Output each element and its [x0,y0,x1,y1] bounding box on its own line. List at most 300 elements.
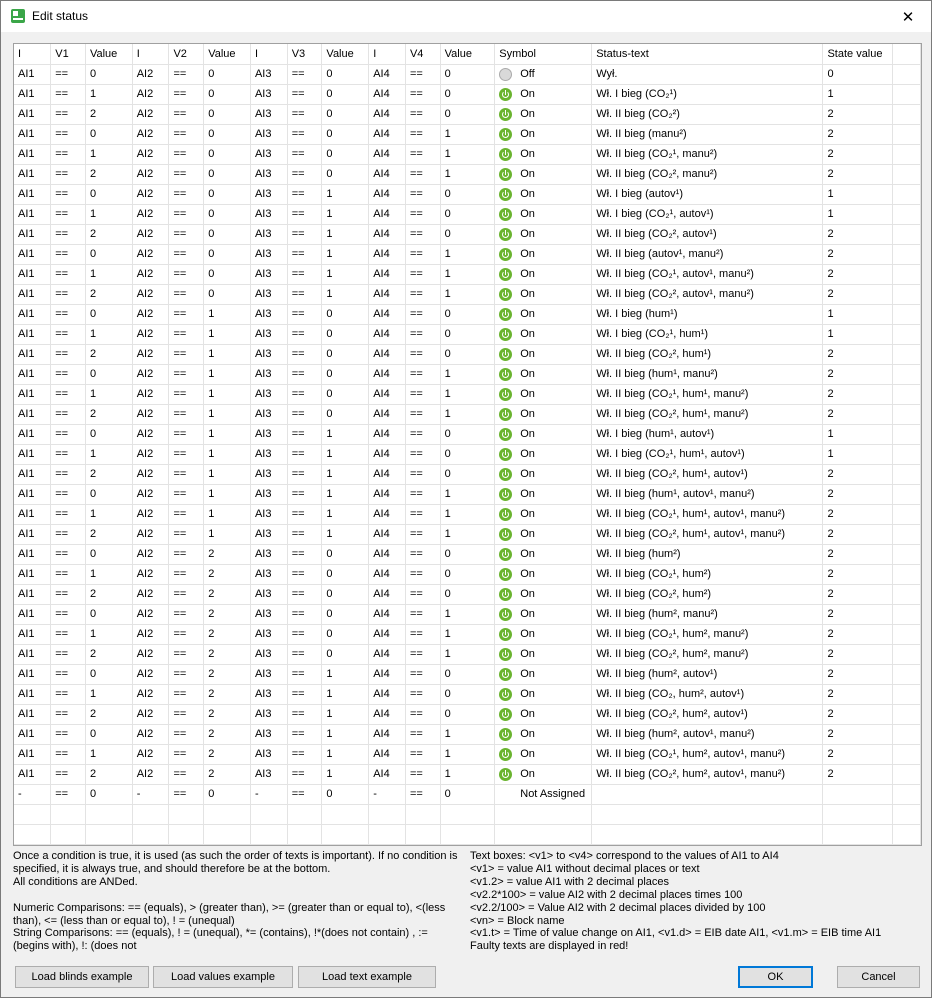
status-text-cell[interactable]: Wł. II bieg (CO₂¹, autov¹, manu²) [592,264,823,284]
empty-row[interactable] [14,804,921,824]
table-cell[interactable]: 0 [85,244,132,264]
table-cell[interactable]: 1 [322,484,369,504]
table-cell[interactable]: 0 [440,664,495,684]
table-cell[interactable]: 2 [204,704,251,724]
table-cell[interactable]: == [51,164,86,184]
table-cell[interactable]: == [169,264,204,284]
table-cell[interactable]: 1 [85,324,132,344]
status-text-cell[interactable]: Wł. II bieg (CO₂¹, hum¹, autov¹, manu²) [592,504,823,524]
table-cell[interactable]: 2 [204,724,251,744]
table-row[interactable] [14,724,921,744]
table-cell[interactable]: == [405,744,440,764]
table-cell[interactable]: == [287,244,322,264]
table-cell[interactable]: AI3 [250,544,287,564]
table-cell[interactable]: == [287,464,322,484]
table-cell[interactable]: AI4 [369,384,406,404]
table-cell[interactable]: == [405,624,440,644]
table-cell[interactable]: == [51,64,86,84]
column-header[interactable]: I [14,44,51,64]
table-cell[interactable]: 0 [440,184,495,204]
table-cell[interactable]: 1 [440,284,495,304]
table-cell[interactable]: == [51,144,86,164]
table-row[interactable] [14,124,921,144]
table-cell[interactable]: == [169,744,204,764]
empty-cell[interactable] [440,804,495,824]
table-cell[interactable]: 0 [322,404,369,424]
table-cell[interactable]: == [169,464,204,484]
state-value-cell[interactable]: 2 [823,504,893,524]
table-cell[interactable]: 1 [440,744,495,764]
table-cell[interactable]: 0 [85,484,132,504]
table-cell[interactable]: == [169,244,204,264]
table-cell[interactable]: 1 [322,664,369,684]
symbol-cell[interactable] [495,724,592,744]
status-text-cell[interactable]: Wł. II bieg (hum¹, manu²) [592,364,823,384]
table-cell[interactable]: == [405,144,440,164]
table-cell[interactable]: 2 [85,344,132,364]
table-cell[interactable]: == [405,444,440,464]
table-cell[interactable]: == [287,684,322,704]
symbol-cell[interactable] [495,464,592,484]
table-cell[interactable]: 0 [322,64,369,84]
table-cell[interactable]: AI2 [132,364,169,384]
table-cell[interactable]: 1 [440,124,495,144]
status-text-cell[interactable]: Wł. II bieg (CO₂¹, hum²) [592,564,823,584]
empty-cell[interactable] [823,824,893,844]
table-cell[interactable]: AI4 [369,664,406,684]
table-cell[interactable]: == [51,424,86,444]
state-value-cell[interactable]: 2 [823,144,893,164]
table-cell[interactable]: 0 [440,304,495,324]
table-cell[interactable]: == [405,244,440,264]
table-cell[interactable]: 0 [440,324,495,344]
table-cell[interactable]: AI1 [14,104,51,124]
table-cell[interactable]: == [51,364,86,384]
table-cell[interactable]: AI3 [250,764,287,784]
table-cell[interactable]: 0 [85,424,132,444]
table-cell[interactable]: AI4 [369,244,406,264]
table-cell[interactable]: == [287,784,322,804]
status-text-cell[interactable]: Wł. II bieg (CO₂², autov¹, manu²) [592,284,823,304]
table-cell[interactable]: 0 [440,784,495,804]
table-cell[interactable]: 1 [440,724,495,744]
status-text-cell[interactable]: Wł. II bieg (manu²) [592,124,823,144]
table-row[interactable] [14,544,921,564]
table-cell[interactable]: AI2 [132,304,169,324]
table-cell[interactable]: 1 [440,404,495,424]
table-cell[interactable]: == [405,784,440,804]
table-cell[interactable]: == [287,644,322,664]
table-cell[interactable]: AI4 [369,224,406,244]
empty-cell[interactable] [405,804,440,824]
table-cell[interactable]: 1 [322,424,369,444]
table-row[interactable] [14,164,921,184]
table-cell[interactable]: == [51,184,86,204]
table-cell[interactable]: 1 [322,704,369,724]
table-cell[interactable]: AI1 [14,444,51,464]
table-cell[interactable]: == [405,224,440,244]
table-cell[interactable]: AI1 [14,624,51,644]
table-cell[interactable]: AI2 [132,64,169,84]
symbol-cell[interactable] [495,104,592,124]
table-cell[interactable]: == [405,84,440,104]
symbol-cell[interactable] [495,244,592,264]
column-header[interactable]: I [132,44,169,64]
table-cell[interactable]: 0 [440,444,495,464]
table-cell[interactable]: == [287,184,322,204]
table-row[interactable] [14,184,921,204]
table-cell[interactable]: AI3 [250,704,287,724]
table-cell[interactable]: 2 [204,744,251,764]
table-cell[interactable]: AI2 [132,404,169,424]
table-cell[interactable]: AI1 [14,304,51,324]
status-text-cell[interactable]: Wł. II bieg (CO₂¹, hum², autov¹, manu²) [592,744,823,764]
empty-cell[interactable] [369,804,406,824]
table-cell[interactable]: 0 [85,544,132,564]
table-cell[interactable]: AI2 [132,384,169,404]
table-row[interactable] [14,344,921,364]
table-cell[interactable]: == [51,224,86,244]
table-cell[interactable]: == [51,304,86,324]
table-cell[interactable]: == [287,764,322,784]
table-cell[interactable]: 0 [440,424,495,444]
table-cell[interactable]: == [405,284,440,304]
column-header[interactable]: Value [322,44,369,64]
table-cell[interactable]: AI4 [369,344,406,364]
status-text-cell[interactable]: Wł. II bieg (hum²) [592,544,823,564]
table-cell[interactable]: 0 [440,704,495,724]
symbol-cell[interactable] [495,524,592,544]
table-cell[interactable]: AI4 [369,404,406,424]
table-cell[interactable]: == [169,764,204,784]
table-cell[interactable]: 0 [85,604,132,624]
symbol-cell[interactable] [495,564,592,584]
status-grid[interactable] [13,43,922,846]
table-cell[interactable]: == [51,764,86,784]
symbol-cell[interactable] [495,664,592,684]
table-cell[interactable]: == [51,504,86,524]
table-cell[interactable]: 2 [204,644,251,664]
table-cell[interactable]: == [405,184,440,204]
table-cell[interactable]: == [405,564,440,584]
table-cell[interactable]: AI3 [250,404,287,424]
status-text-cell[interactable]: Wł. II bieg (CO₂², hum¹) [592,344,823,364]
table-cell[interactable]: AI1 [14,404,51,424]
table-cell[interactable]: == [287,264,322,284]
table-cell[interactable]: 0 [204,144,251,164]
table-cell[interactable]: 1 [322,204,369,224]
table-cell[interactable]: 0 [322,384,369,404]
table-cell[interactable]: 0 [440,464,495,484]
table-cell[interactable]: == [51,404,86,424]
table-cell[interactable]: AI1 [14,124,51,144]
empty-cell[interactable] [322,824,369,844]
empty-row[interactable] [14,824,921,844]
table-cell[interactable]: 0 [204,244,251,264]
status-text-cell[interactable]: Wł. II bieg (CO₂², hum²) [592,584,823,604]
table-cell[interactable]: 0 [322,84,369,104]
column-header[interactable]: Value [85,44,132,64]
table-cell[interactable]: 2 [204,624,251,644]
table-cell[interactable]: 1 [85,684,132,704]
empty-cell[interactable] [592,804,823,824]
symbol-cell[interactable] [495,744,592,764]
table-cell[interactable]: == [169,564,204,584]
table-cell[interactable]: == [51,624,86,644]
table-cell[interactable]: == [169,664,204,684]
table-cell[interactable]: == [51,604,86,624]
status-text-cell[interactable]: Wł. I bieg (CO₂¹, hum¹, autov¹) [592,444,823,464]
table-cell[interactable]: 0 [322,344,369,364]
table-cell[interactable]: 1 [440,524,495,544]
table-cell[interactable]: 1 [322,184,369,204]
table-cell[interactable]: == [51,344,86,364]
table-cell[interactable]: AI3 [250,224,287,244]
table-cell[interactable]: AI3 [250,64,287,84]
table-cell[interactable]: 1 [204,484,251,504]
table-cell[interactable]: AI1 [14,64,51,84]
table-row[interactable] [14,624,921,644]
table-cell[interactable]: 1 [440,484,495,504]
symbol-cell[interactable] [495,124,592,144]
table-cell[interactable]: == [287,104,322,124]
table-cell[interactable]: 0 [204,224,251,244]
table-cell[interactable]: == [169,144,204,164]
table-cell[interactable]: == [169,184,204,204]
table-cell[interactable]: AI3 [250,684,287,704]
table-cell[interactable]: == [405,304,440,324]
symbol-cell[interactable] [495,164,592,184]
empty-cell[interactable] [495,824,592,844]
table-cell[interactable]: AI3 [250,344,287,364]
table-cell[interactable]: 0 [440,564,495,584]
load-values-example-button[interactable]: Load values example [153,966,293,988]
symbol-cell[interactable] [495,684,592,704]
table-cell[interactable]: 2 [85,224,132,244]
table-cell[interactable]: AI2 [132,484,169,504]
table-cell[interactable]: == [51,244,86,264]
table-cell[interactable]: 1 [440,364,495,384]
table-cell[interactable]: AI4 [369,624,406,644]
table-cell[interactable]: == [51,584,86,604]
state-value-cell[interactable]: 2 [823,284,893,304]
table-cell[interactable]: 1 [322,744,369,764]
table-row[interactable] [14,324,921,344]
table-row[interactable] [14,584,921,604]
table-cell[interactable]: AI3 [250,124,287,144]
symbol-cell[interactable] [495,284,592,304]
status-text-cell[interactable]: Wł. II bieg (CO₂², hum¹, autov¹) [592,464,823,484]
table-cell[interactable]: AI1 [14,164,51,184]
table-cell[interactable]: AI1 [14,284,51,304]
table-row[interactable] [14,424,921,444]
table-cell[interactable]: 1 [322,724,369,744]
table-cell[interactable]: AI4 [369,64,406,84]
table-cell[interactable]: 2 [85,104,132,124]
table-cell[interactable]: AI3 [250,444,287,464]
table-cell[interactable]: 0 [440,584,495,604]
table-cell[interactable]: == [287,424,322,444]
table-cell[interactable]: 1 [440,644,495,664]
table-cell[interactable]: == [169,684,204,704]
table-cell[interactable]: 0 [204,284,251,304]
empty-cell[interactable] [204,824,251,844]
table-cell[interactable]: 1 [204,404,251,424]
table-cell[interactable]: AI4 [369,324,406,344]
table-cell[interactable]: == [405,704,440,724]
table-cell[interactable]: AI1 [14,684,51,704]
state-value-cell[interactable]: 2 [823,264,893,284]
column-header[interactable]: Value [440,44,495,64]
table-row[interactable] [14,664,921,684]
state-value-cell[interactable]: 0 [823,64,893,84]
table-cell[interactable]: AI3 [250,284,287,304]
table-cell[interactable]: AI3 [250,424,287,444]
table-cell[interactable]: AI1 [14,264,51,284]
table-cell[interactable]: AI3 [250,324,287,344]
table-cell[interactable]: == [287,584,322,604]
table-cell[interactable]: 0 [322,644,369,664]
table-row[interactable] [14,464,921,484]
table-cell[interactable]: == [169,384,204,404]
table-cell[interactable]: == [287,604,322,624]
table-row[interactable] [14,604,921,624]
table-cell[interactable]: AI4 [369,744,406,764]
table-cell[interactable]: AI2 [132,184,169,204]
table-cell[interactable]: AI2 [132,624,169,644]
table-cell[interactable]: 1 [85,384,132,404]
table-cell[interactable]: == [287,524,322,544]
state-value-cell[interactable]: 2 [823,764,893,784]
table-row[interactable] [14,404,921,424]
column-header[interactable]: State value [823,44,893,64]
table-row[interactable] [14,384,921,404]
table-cell[interactable]: == [169,724,204,744]
table-cell[interactable]: 1 [85,744,132,764]
table-row[interactable] [14,64,921,84]
table-cell[interactable]: == [405,124,440,144]
table-cell[interactable]: == [287,384,322,404]
table-cell[interactable]: AI2 [132,144,169,164]
table-cell[interactable]: == [287,404,322,424]
table-cell[interactable]: == [51,684,86,704]
status-text-cell[interactable]: Wł. I bieg (autov¹) [592,184,823,204]
table-cell[interactable]: AI1 [14,424,51,444]
status-text-cell[interactable]: Wł. II bieg (CO₂¹, hum¹, manu²) [592,384,823,404]
table-cell[interactable]: == [51,84,86,104]
table-cell[interactable]: 1 [204,304,251,324]
table-cell[interactable]: AI3 [250,164,287,184]
table-row[interactable] [14,224,921,244]
table-cell[interactable]: 1 [204,384,251,404]
table-cell[interactable]: == [169,544,204,564]
table-cell[interactable]: == [405,104,440,124]
table-cell[interactable]: 0 [85,664,132,684]
table-cell[interactable]: == [405,204,440,224]
table-cell[interactable]: - [132,784,169,804]
table-cell[interactable]: == [287,624,322,644]
symbol-cell[interactable] [495,324,592,344]
table-cell[interactable]: AI4 [369,764,406,784]
table-cell[interactable]: AI4 [369,184,406,204]
empty-cell[interactable] [287,804,322,824]
table-cell[interactable]: == [169,784,204,804]
table-cell[interactable]: AI1 [14,464,51,484]
table-cell[interactable]: AI4 [369,564,406,584]
table-cell[interactable]: 1 [322,224,369,244]
table-cell[interactable]: AI4 [369,724,406,744]
empty-cell[interactable] [132,824,169,844]
status-text-cell[interactable]: Wł. I bieg (hum¹) [592,304,823,324]
symbol-cell[interactable] [495,204,592,224]
table-cell[interactable]: AI2 [132,284,169,304]
table-cell[interactable]: 1 [322,244,369,264]
status-text-cell[interactable]: Wł. II bieg (CO₂², hum², autov¹) [592,704,823,724]
table-cell[interactable]: AI3 [250,364,287,384]
table-cell[interactable]: AI2 [132,564,169,584]
table-cell[interactable]: 0 [204,264,251,284]
table-cell[interactable]: == [405,724,440,744]
table-cell[interactable]: 0 [440,204,495,224]
symbol-cell[interactable] [495,224,592,244]
state-value-cell[interactable]: 2 [823,524,893,544]
table-cell[interactable]: == [169,424,204,444]
table-row[interactable] [14,684,921,704]
state-value-cell[interactable]: 2 [823,584,893,604]
table-row[interactable] [14,524,921,544]
table-cell[interactable]: == [51,284,86,304]
table-cell[interactable]: == [169,404,204,424]
table-cell[interactable]: == [287,124,322,144]
table-cell[interactable]: 0 [440,544,495,564]
ok-button[interactable]: OK [738,966,813,988]
table-row[interactable] [14,644,921,664]
table-cell[interactable]: 0 [204,204,251,224]
table-cell[interactable]: == [287,144,322,164]
table-cell[interactable]: 1 [440,504,495,524]
table-row[interactable] [14,564,921,584]
table-cell[interactable]: 0 [322,624,369,644]
table-cell[interactable]: == [287,704,322,724]
table-cell[interactable]: 2 [85,524,132,544]
status-text-cell[interactable]: Wł. II bieg (hum¹, autov¹, manu²) [592,484,823,504]
table-cell[interactable]: == [405,664,440,684]
table-cell[interactable]: == [169,364,204,384]
table-cell[interactable]: == [287,444,322,464]
load-text-example-button[interactable]: Load text example [298,966,436,988]
table-row[interactable] [14,264,921,284]
table-cell[interactable]: AI4 [369,124,406,144]
table-cell[interactable]: AI3 [250,304,287,324]
table-cell[interactable]: == [287,84,322,104]
table-cell[interactable]: == [405,464,440,484]
table-cell[interactable]: == [405,644,440,664]
state-value-cell[interactable]: 2 [823,104,893,124]
empty-cell[interactable] [169,804,204,824]
column-header[interactable]: V2 [169,44,204,64]
state-value-cell[interactable]: 2 [823,744,893,764]
table-cell[interactable]: 2 [85,764,132,784]
table-cell[interactable]: 0 [322,564,369,584]
state-value-cell[interactable] [823,784,893,804]
table-cell[interactable]: AI4 [369,504,406,524]
table-cell[interactable]: 2 [204,544,251,564]
table-cell[interactable]: == [287,304,322,324]
table-cell[interactable]: == [51,664,86,684]
table-cell[interactable]: 0 [322,604,369,624]
table-cell[interactable]: AI1 [14,144,51,164]
empty-cell[interactable] [893,824,921,844]
